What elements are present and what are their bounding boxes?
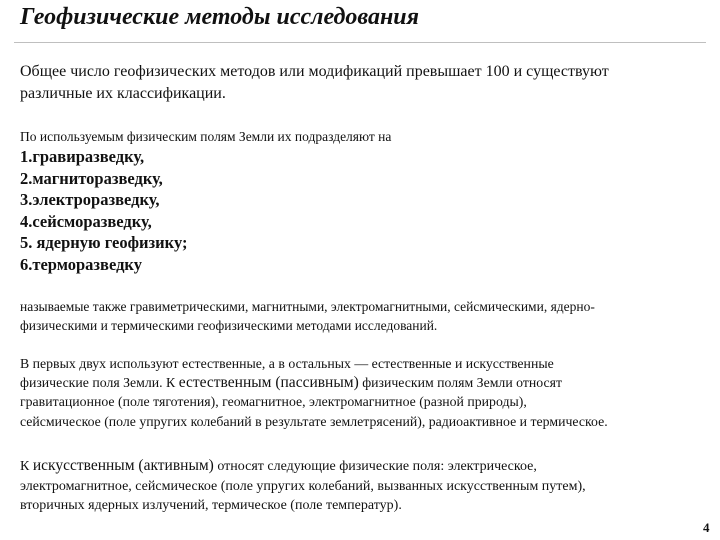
intro-line: Общее число геофизических методов или модификаций превышает 100 и существуют: [20, 63, 609, 80]
intro-paragraph: [20, 61, 609, 105]
artificial-fields-text: относят следующие физические поля: электрическое,: [213, 459, 537, 474]
method-names-line: физическими и термическими геофизическими методами исследований.: [20, 318, 438, 333]
intro-line: различные их классификации.: [20, 85, 226, 102]
page-title: Геофизические методы исследования: [20, 4, 419, 30]
method-item-gravity: 1.гравиразведку,: [20, 147, 145, 166]
artificial-fields-line: [20, 456, 586, 477]
natural-fields-line: В первых двух используют естественные, а в остальных — естественные и искусственные: [20, 356, 554, 371]
title-divider: [14, 42, 706, 43]
classification-lead: По используемым физическим полям Земли их подразделяют на: [20, 129, 392, 144]
page-number: 4: [703, 520, 710, 535]
natural-fields-term: естественным (пассивным): [178, 374, 359, 392]
method-names-paragraph: [20, 297, 595, 335]
method-item-electric: 3.электроразведку,: [20, 190, 160, 209]
natural-fields-line: [20, 373, 608, 392]
artificial-fields-line: вторичных ядерных излучений, термическое (поле температур).: [20, 498, 402, 513]
natural-fields-text: физическим полям Земли относят: [358, 375, 563, 391]
method-item-seismic: 4.сейсморазведку,: [20, 211, 152, 231]
natural-fields-line: гравитационное (поле тяготения), геомагнитное, электромагнитное (разной природы),: [20, 394, 527, 410]
natural-fields-text: физические поля Земли. К: [20, 375, 179, 391]
method-item-nuclear: 5. ядерную геофизику;: [20, 233, 188, 252]
artificial-fields-line: электромагнитное, сейсмическое (поле упругих колебаний, вызванных искусственным путем),: [20, 478, 586, 494]
artificial-fields-text: К: [20, 459, 33, 474]
artificial-fields-paragraph: [20, 456, 586, 516]
artificial-fields-term: искусственным (активным): [32, 457, 214, 474]
natural-fields-line: сейсмическое (поле упругих колебаний в результате землетрясений), радиоактивное и термическое.: [20, 413, 608, 429]
natural-fields-paragraph: [20, 354, 608, 431]
method-item-thermal: 6.терморазведку: [20, 254, 142, 274]
method-item-magnetic: 2.магниторазведку,: [20, 168, 163, 188]
method-names-line: называемые также гравиметрическими, магнитными, электромагнитными, сейсмическими, ядерно-: [20, 299, 595, 314]
methods-list: [20, 146, 187, 275]
